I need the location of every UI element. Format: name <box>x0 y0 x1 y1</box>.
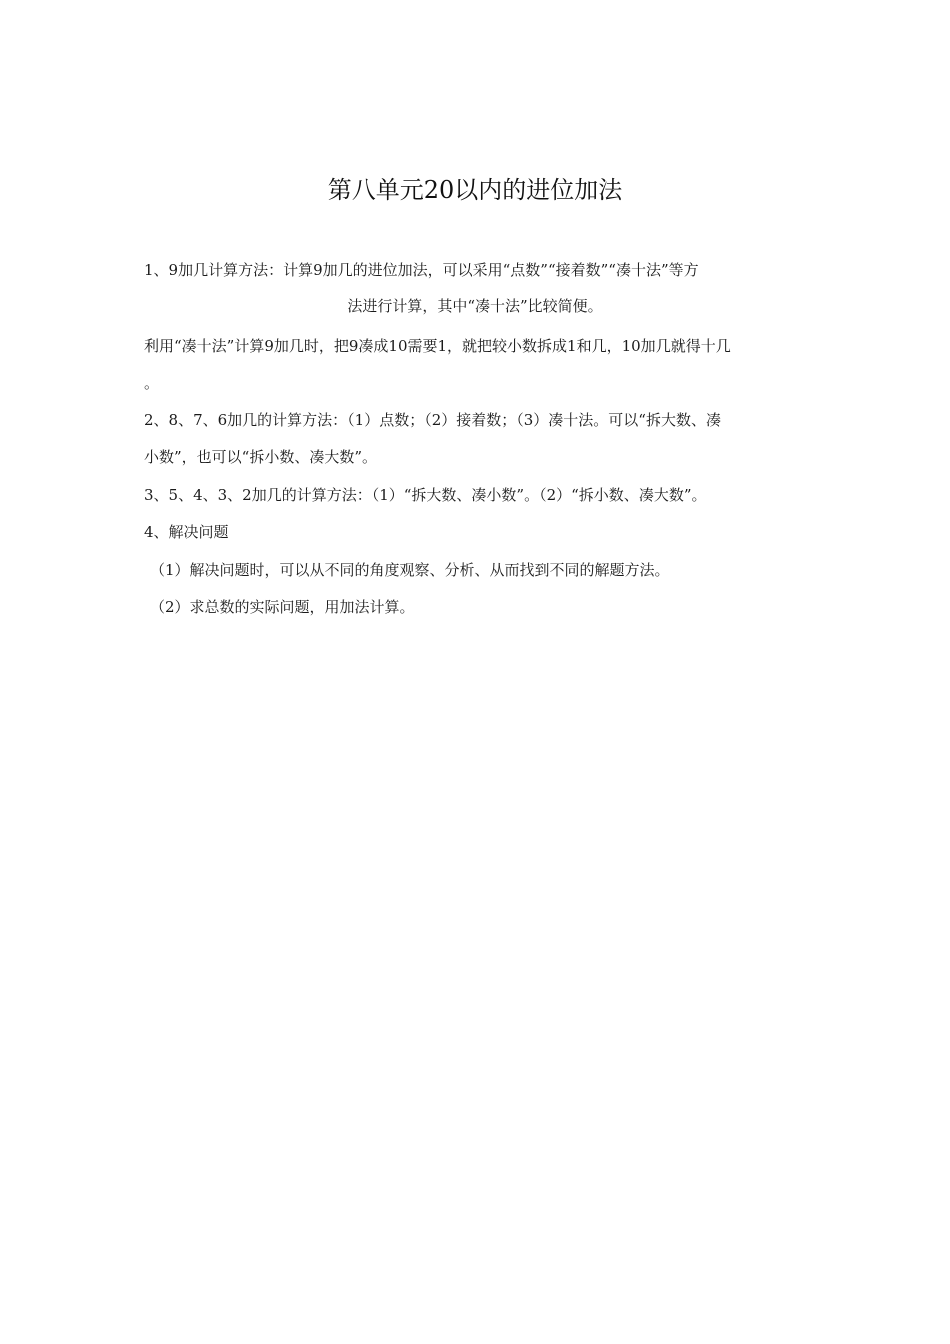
text-line-9: （1）解决问题时，可以从不同的角度观察、分析、从而找到不同的解题方法。 <box>150 561 670 579</box>
text-line-6: 小数”，也可以“拆小数、凑大数”。 <box>144 448 378 466</box>
text-line-2: 法进行计算，其中“凑十法”比较简便。 <box>347 297 603 315</box>
text-line-7: 3、5、4、3、2加几的计算方法：（1）“拆大数、凑小数”。（2）“拆小数、凑大数”。 <box>144 486 707 504</box>
text-line-3: 利用“凑十法”计算9加几时，把9凑成10需要1，就把较小数拆成1和几，10加几就得十几 <box>144 337 731 355</box>
page-title: 第八单元20以内的进位加法 <box>327 176 623 204</box>
text-line-5: 2、8、7、6加几的计算方法：（1）点数；（2）接着数；（3）凑十法。可以“拆大数、凑 <box>144 411 721 429</box>
text-line-8: 4、解决问题 <box>144 523 229 541</box>
text-line-10: （2）求总数的实际问题，用加法计算。 <box>150 598 415 616</box>
text-line-4: 。 <box>144 374 160 392</box>
text-line-1: 1、9加几计算方法：计算9加几的进位加法，可以采用“点数”“接着数”“凑十法”等方 <box>144 261 699 279</box>
